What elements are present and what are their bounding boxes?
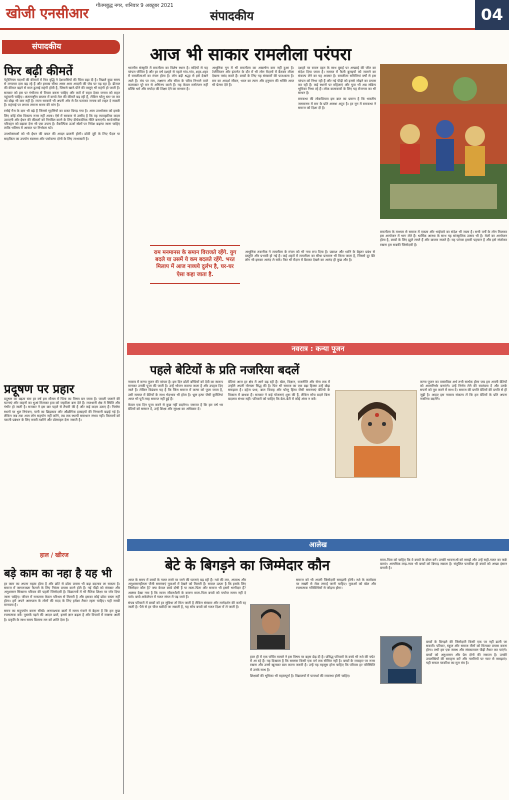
column-divider: [123, 34, 124, 794]
newspaper-brand: खोजी एनसीआर: [6, 6, 89, 22]
ramayana-painting: [380, 64, 507, 219]
sub-headline: बड़े काम का नहा है यह भी: [4, 567, 112, 580]
pull-quote: राम मनमानस के समान विराजते रहेंगे. युग बदले या उसमें ये कम बदलते रहेंगे. भरत मिलाप में आज नाव्यये दुर्लभ है, घर-घर ऐसा कहा जाता है.: [150, 245, 240, 284]
aalekh-col2: हाल ही में एक चर्चित मामले ने इस विषय पर बहस छेड़ दी है। प्रसिद्ध परिवारों के बच्चे भी नशे की चपेट में आ रहे हैं। यह दिखाता है कि समस्या किसी एक वर्ग तक सीमित नहीं है। बच्चों के व्यवहार पर नजर रखना और उनसे खुलकर बात करना जरूरी है। उन्हें यह महसूस होना चाहिए कि परिवार हर परिस्थिति में उनके साथ है। शिक्षकों की भूमिका भी महत्वपूर्ण है। विद्यालयों में परामर्श की व्यवस्था होनी चाहिए।: [250, 655, 375, 678]
main-story-col3: दशहरे पर रावण दहन के साथ बुराई पर अच्छाई की जीत का संदेश दिया जाता है। समाज में फैली बुराइयों को जलाने का संकल्प लेने का यह अवसर है। रामलीला समितियां वर्षों से इस परंपरा को निभा रही हैं और नई पीढ़ी को इससे जोड़ने का प्रयास कर रही हैं। कई स्थानों पर महिलाएं और युवा भी अब सक्रिय भूमिका निभा रहे हैं। लोक कलाकारों के लिए यह रोजगार का भी साधन है। रामकथा की लोकप्रियता इस बात का प्रमाण है कि भारतीय जनमानस में राम के प्रति आस्था अटूट है। हर युग में रामकथा ने समाज को दिशा दी है।: [298, 66, 376, 110]
main-headline: आज भी साकार रामलीला परंपरा: [150, 45, 352, 65]
aalekh-col4: माता-पिता को चाहिए कि वे बच्चों के दोस्त बनें। उनकी भावनाओं को समझें और उन्हें सही-गलत का फर्क बताएं। अत्यधिक लाड़-प्यार भी बच्चों को बिगाड़ सकता है। संतुलित परवरिश ही बच्चों को अच्छा इंसान बनाती है।: [380, 558, 507, 571]
navratra-col2: बेटियां आज हर क्षेत्र में आगे बढ़ रही हैं। खेल, विज्ञान, राजनीति और सेना तक में उन्होंने अपनी योग्यता सिद्ध की है। फिर भी समाज का एक बड़ा हिस्सा उन्हें बोझ समझता है। दहेज प्रथा, बाल विवाह और घरेलू हिंसा जैसी समस्याएं बेटियों के विकास में बाधक हैं। सरकार ने कई योजनाएं शुरू की हैं, लेकिन सोच बदले बिना बदलाव संभव नहीं। परिवारों को चाहिए कि बेटा-बेटी में कोई अंतर न करें।: [228, 380, 330, 401]
aalekh-headline: बेटे के बिगड़ने का जिम्मेदार कौन: [165, 558, 330, 574]
sub-section-tag: हाल / खीरज: [40, 552, 69, 559]
page-number: 04: [475, 0, 509, 30]
main-story-col4: रामलीला के माध्यम से समाज में एकता और भाईचारे का संदेश भी जाता है। सभी वर्गों के लोग मिलकर इस आयोजन में भाग लेते हैं। धार्मिक आस्था के साथ यह सांस्कृतिक उत्सव भी है। मेलों का आयोजन होता है, बच्चों के लिए झूले लगते हैं और बाजार सजते हैं। यह परंपरा हमारी पहचान है और इसे संजोकर रखना हम सबकी जिम्मेदारी है।: [380, 230, 507, 247]
navratra-headline: पहले बेटियों के प्रति नजरिया बदलें: [150, 363, 300, 377]
youth-photo: [380, 636, 422, 684]
girl-photo: [335, 390, 417, 478]
main-story-col5: आधुनिक तकनीक ने रामलीला के मंचन को भी नया रूप दिया है। प्रकाश और ध्वनि के बेहतर प्रबंध से प्रस्तुति और प्रभावी हो गई है। कई शहरों में रामलीला का सीधा प्रसारण भी किया जाता है, जिससे दूर बैठे लोग भी इसका आनंद ले सकें। फिर भी मैदान में बैठकर देखने का आनंद ही कुछ और है।: [245, 250, 375, 263]
masthead: [0, 0, 509, 30]
main-story-col2: आधुनिक युग में भी रामलीला का आकर्षण कम नहीं हुआ है। टेलीविजन और इंटरनेट के दौर में भी लोग मैदानों में बैठकर लीला देखना पसंद करते हैं। बच्चों के लिए यह संस्कारों की पाठशाला है। राम का आदर्श जीवन, भरत का त्याग और हनुमान की भक्ति आज भी प्रेरणा देते हैं।: [212, 66, 294, 87]
section-title: संपादकीय: [210, 9, 254, 23]
sub-body: हर काम का अपना महत्व होता है और छोटे से छोटा प्रयास भी बड़ा बदलाव ला सकता है। समाज में जागरूकता फैलाने के लिए निरंतर प्रयास करने होते हैं। नई पीढ़ी को संस्कार और अनुशासन सिखाना परिवार की पहली जिम्मेदारी है। विद्यालयों में भी नैतिक शिक्षा पर जोर दिया जाना चाहिए। जीवन में सफलता केवल परिश्रम से मिलती है और इसका कोई छोटा रास्ता नहीं होता। हमें अपने आसपास के लोगों की मदद के लिए हमेशा तैयार रहना चाहिए। यही सच्ची मानवता है। समय का सदुपयोग करना सीखें। अनावश्यक बातों में समय गंवाने से बेहतर है कि हम कुछ रचनात्मक करें। पुस्तकें पढ़ने की आदत डालें, इससे ज्ञान बढ़ता है और विचारों में स्पष्टता आती है। प्रकृति के साथ समय बिताना मन को शांति देता है।: [4, 582, 120, 622]
navratra-col3: कन्या पूजन का वास्तविक अर्थ तभी सार्थक होगा जब हम अपनी बेटियों को आत्मनिर्भर बनाएंगे। उन्हें निर्णय लेने की स्वतंत्रता दें और उनके सपनों को पूरा करने में साथ दें। समाज की प्रगति बेटियों की प्रगति से ही जुड़ी है। आइए इस नवरात्र संकल्प लें कि हम बेटियों के प्रति अपना नजरिया बदलेंगे।: [420, 380, 507, 401]
editorial-tag: संपादकीय: [2, 40, 120, 54]
editorial-body: पेट्रोलियम पदार्थों की कीमतों में फिर वृद्धि ने देशवासियों की चिंता बढ़ा दी है। पिछले कुछ समय से लगातार दाम बढ़ रहे हैं और इसका सीधा असर आम आदमी की जेब पर पड़ रहा है। डीजल की कीमत बढ़ने से माल ढुलाई महंगी होती है, जिससे खाने-पीने की वस्तुएं भी महंगी हो जाती हैं। सरकार को इस पर गंभीरता से विचार करना चाहिए और करों में राहत देकर जनता को राहत पहुंचानी चाहिए। अंतरराष्ट्रीय बाजार में कच्चे तेल की कीमतें बढ़ रही हैं, लेकिन घरेलू स्तर पर कर का बोझ भी कम नहीं है। राज्य सरकारें भी अपनी ओर से वैट घटाकर जनता को राहत दे सकती हैं। महंगाई पर लगाम लगाना समय की मांग है। रसोई गैस के दाम भी बढ़े हैं जिससे गृहणियों का बजट बिगड़ गया है। आम उपभोक्ता को इसके लिए कोई ठोस विकल्प नजर नहीं आता। ऐसे में सरकार से उम्मीद है कि वह व्यावहारिक कदम उठाएगी और ईंधन की कीमतों को नियंत्रित करने के लिए दीर्घकालिक नीति बनाएगी। सार्वजनिक परिवहन को बढ़ावा देना भी एक उपाय है। वैकल्पिक ऊर्जा स्रोतों पर निवेश बढ़ाया जाना चाहिए ताकि भविष्य में आयात पर निर्भरता घटे। उपभोक्ताओं को भी ईंधन की बचत की आदत डालनी होगी। छोटी दूरी के लिए पैदल या साइकिल का उपयोग स्वास्थ्य और पर्यावरण दोनों के लिए लाभकारी है।: [4, 78, 120, 141]
navratra-col1: नवरात्र में कन्या पूजन की परंपरा है। इस दिन छोटी बच्चियों को देवी का स्वरूप मानकर उनकी पूजा की जाती है। उन्हें भोजन कराया जाता है और उपहार दिए जाते हैं। लेकिन विडंबना यह है कि जिस समाज में कन्या को पूजा जाता है, उसी समाज में बेटियों के साथ भेदभाव भी होता है। भ्रूण हत्या जैसी कुरीतियां आज भी पूरी तरह समाप्त नहीं हुई हैं। केवल एक दिन पूजा करने से कुछ नहीं बदलेगा। जरूरत है कि हम वर्ष भर बेटियों को सम्मान दें, उन्हें शिक्षा और सुरक्षा का अधिकार दें।: [128, 380, 223, 412]
aalekh-col5: बच्चों के बिगड़ने की जिम्मेदारी किसी एक पर नहीं डाली जा सकती। परिवार, स्कूल और समाज तीनों को मिलकर प्रयास करना होगा। तभी हम एक स्वस्थ और संस्कारवान पीढ़ी तैयार कर पाएंगे। बच्चों को अनुशासन और प्रेम दोनों की जरूरत है। उनकी उपलब्धियों की सराहना करें और गलतियों पर प्यार से समझाएं। यही सफल परवरिश का मूल मंत्र है।: [426, 640, 507, 666]
aalekh-col1: आज के समय में बच्चों के गलत रास्ते पर जाने की घटनाएं बढ़ रही हैं। नशे की लत, अपराध और अनुशासनहीनता जैसी समस्याएं युवाओं में देखने को मिलती हैं। सवाल उठता है कि इसके लिए जिम्मेदार कौन है? क्या केवल बच्चे दोषी हैं या माता-पिता और समाज भी इसमें भागीदार हैं? अक्सर देखा गया है कि व्यस्त जीवनशैली के कारण माता-पिता बच्चों को पर्याप्त समय नहीं दे पाते। बच्चे अकेलेपन में गलत संगत में पड़ जाते हैं। संपन्न परिवारों में बच्चों को हर सुविधा तो मिल जाती है लेकिन संस्कार और मार्गदर्शन की कमी रह जाती है। पैसे से हर चीज खरीदी जा सकती है, यह सोच बच्चों को गलत दिशा में ले जाती है।: [128, 578, 246, 610]
dateline: गौतमबुद्ध नगर, शनिवार 9 अक्टूबर 2021: [96, 3, 174, 9]
pollution-body: प्रदूषण का बढ़ता स्तर हर वर्ष इस मौसम में चिंता का विषय बन जाता है। पराली जलाने की घटनाएं और वाहनों का धुआं मिलकर हवा को जहरीला बना देते हैं। राजधानी क्षेत्र में स्थिति और गंभीर हो जाती है। सरकार ने इस बार पहले से तैयारी की है और कई कदम उठाए हैं। निर्माण स्थलों पर धूल नियंत्रण, पानी का छिड़काव और औद्योगिक इकाइयों की निगरानी बढ़ाई गई है। लेकिन जब तक आम लोग सहयोग नहीं करेंगे, तब तक स्थायी समाधान संभव नहीं। किसानों को पराली प्रबंधन के लिए सस्ती मशीनें और प्रोत्साहन देना जरूरी है।: [4, 397, 120, 423]
main-story-col1: भारतीय संस्कृति में रामलीला का विशेष स्थान है। सदियों से यह परंपरा जीवित है और हर वर्ष दशहरे से पहले गांव-गांव, शहर-शहर में रामलीलाओं का मंचन होता है। लोग बड़ी श्रद्धा से इसे देखने आते हैं। मंच पर राम, लक्ष्मण और सीता के चरित्र निभाने वाले कलाकार पूरे मन से अभिनय करते हैं। यह केवल मनोरंजन नहीं बल्कि धर्म और मर्यादा की शिक्षा देने का माध्यम है।: [128, 66, 208, 92]
pollution-headline: प्रदूषण पर प्रहार: [4, 382, 75, 396]
editorial-headline: फिर बढ़ी कीमतें: [4, 64, 73, 78]
actor-photo: [250, 604, 290, 650]
aalekh-band: आलेख: [127, 539, 509, 551]
aalekh-col3: समाज को भी अपनी जिम्मेदारी समझनी होगी। नशे के कारोबार पर सख्ती से रोक लगाई जानी चाहिए। युवाओं को खेल और रचनात्मक गतिविधियों से जोड़ना होगा।: [296, 578, 376, 591]
navratra-band: नवरात्र : कन्या पूजन: [127, 343, 509, 355]
